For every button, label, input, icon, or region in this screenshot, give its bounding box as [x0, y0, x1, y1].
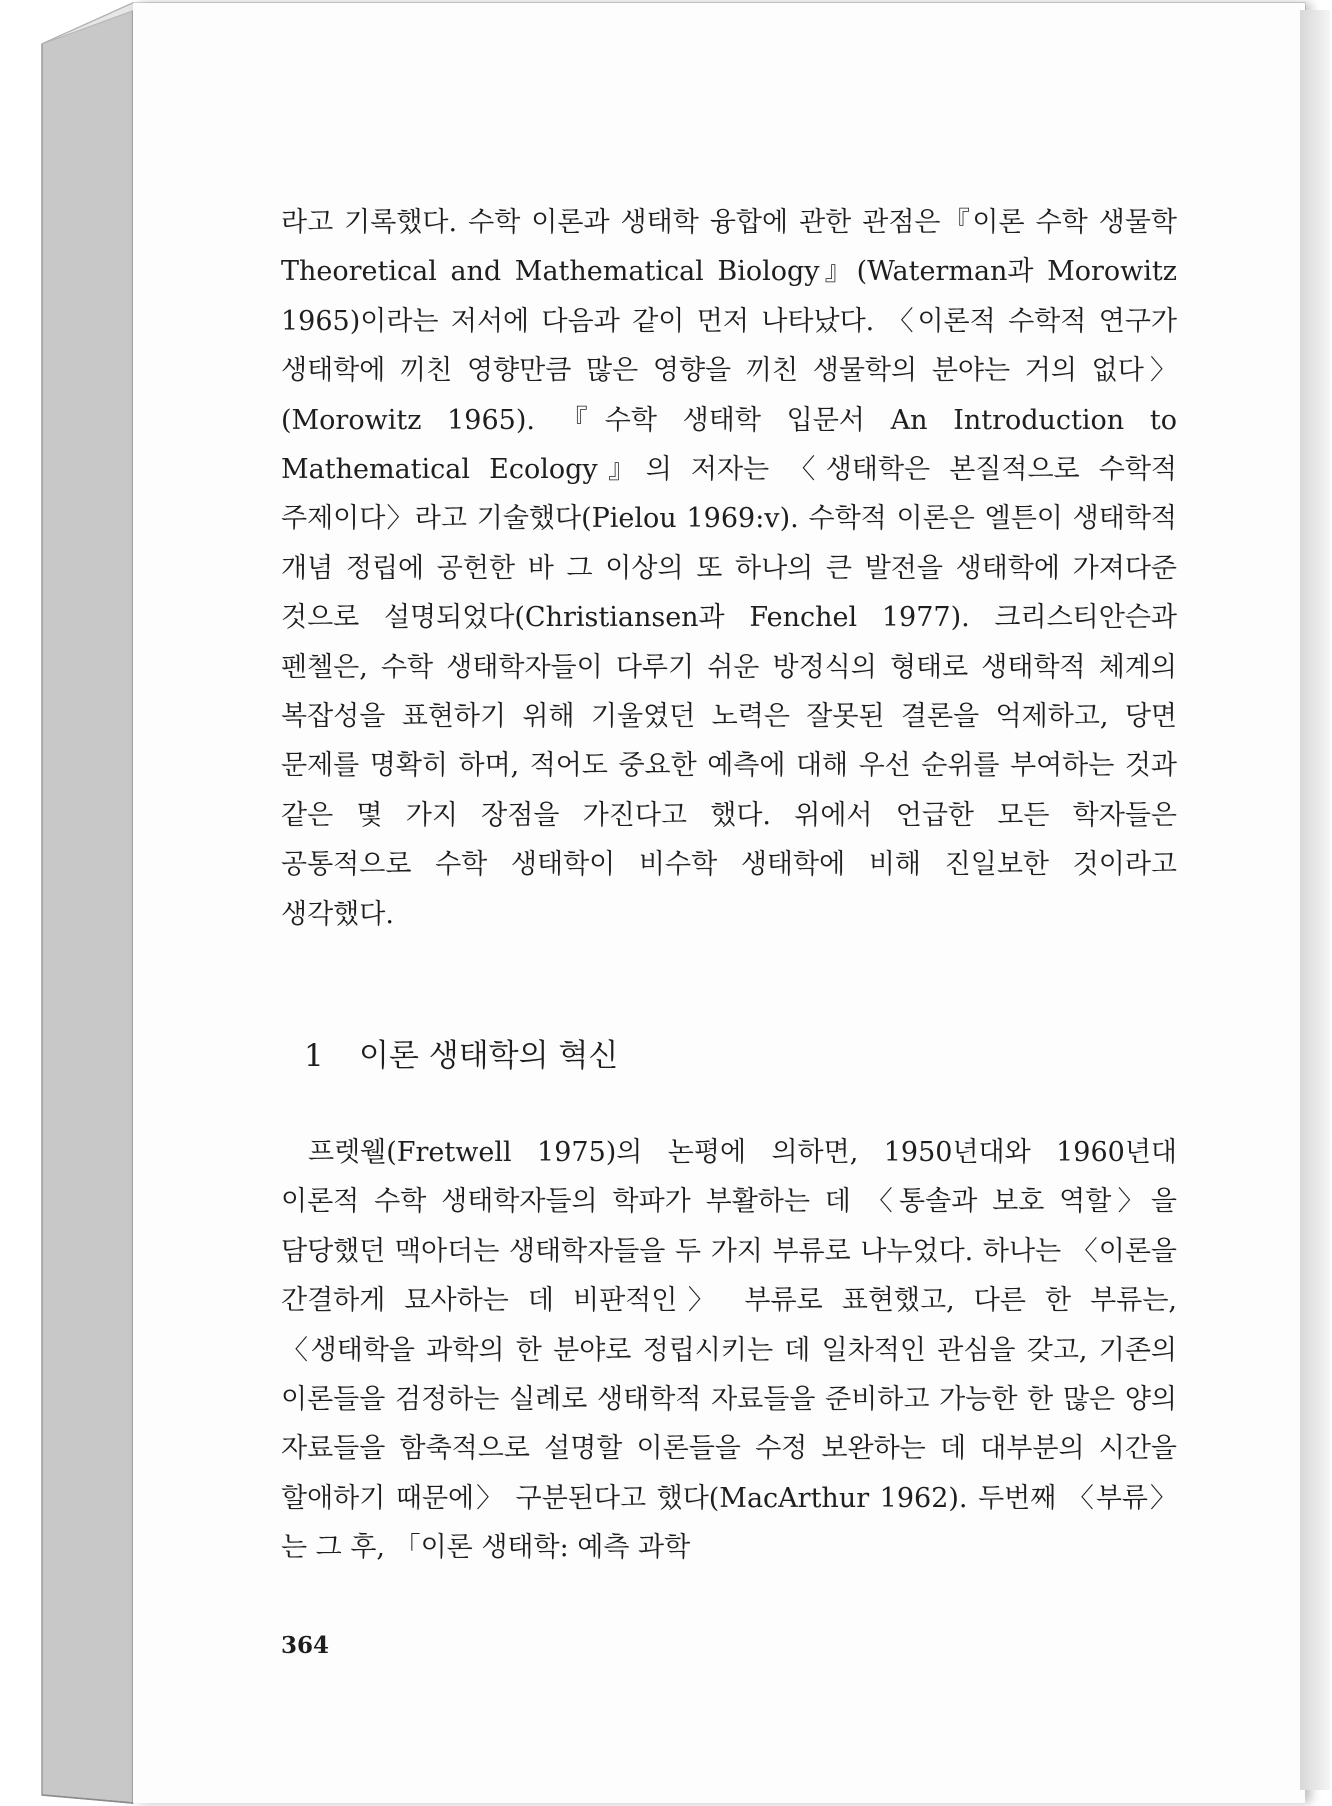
paragraph-intro: 라고 기록했다. 수학 이론과 생태학 융합에 관한 관점은『이론 수학 생물학 Theoretical and Mathematical Biology』(Waterman과 Morowitz 1965)이라는 저서에 다음과 같이 먼저 나타났다. 〈이론적 수학적 연구가 생태학에 끼친 영향만큼 많은 영향을 끼친 생물학의 분야는 거의 없다〉(Morowitz 1965). 『수학 생태학 입문서 An Introduction to Mathematical Ecology』의 저자는 〈생태학은 본질적으로 수학적 주제이다〉라고 기술했다(Pielou 1969:v). 수학적 이론은 엘튼이 생태학적 개념 정립에 공헌한 바 그 이상의 또 하나의 큰 발전을 생태학에 가져다준 것으로 설명되었다(Christiansen과 Fenchel 1977). 크리스티안슨과 펜첼은, 수학 생태학자들이 다루기 쉬운 방정식의 형태로 생태학적 체계의 복잡성을 표현하기 위해 기울였던 노력은 잘못된 결론을 억제하고, 당면 문제를 명확히 하며, 적어도 중요한 예측에 대해 우선 순위를 부여하는 것과 같은 몇 가지 장점을 가진다고 했다. 위에서 언급한 모든 학자들은 공통적으로 수학 생태학이 비수학 생태학에 비해 진일보한 것이라고 생각했다. — [281, 207, 1177, 930]
section-number: 1 — [304, 1038, 324, 1074]
section-heading — [304, 1030, 618, 1075]
page-edge-shadow — [1300, 10, 1330, 1790]
section-title: 이론 생태학의 혁신 — [359, 1038, 619, 1074]
paragraph-section-body: 프렛웰(Fretwell 1975)의 논평에 의하면, 1950년대와 1960년대 이론적 수학 생태학자들의 학파가 부활하는 데 〈통솔과 보호 역할〉을 담당했던 맥아더는 생태학자들을 두 가지 부류로 나누었다. 하나는 〈이론을 간결하게 묘사하는 데 비판적인〉 부류로 표현했고, 다른 한 부류는, 〈생태학을 과학의 한 분야로 정립시키는 데 일차적인 관심을 갖고, 기존의 이론들을 검정하는 실례로 생태학적 자료들을 준비하고 가능한 한 많은 양의 자료들을 함축적으로 설명할 이론들을 수정 보완하는 데 대부분의 시간을 할애하기 때문에〉 구분된다고 했다(MacArthur 1962). 두번째 〈부류〉는 그 후, 「이론 생태학: 예측 과학 — [281, 1137, 1177, 1564]
page-body — [281, 198, 1177, 939]
page-number: 364 — [281, 1632, 330, 1659]
